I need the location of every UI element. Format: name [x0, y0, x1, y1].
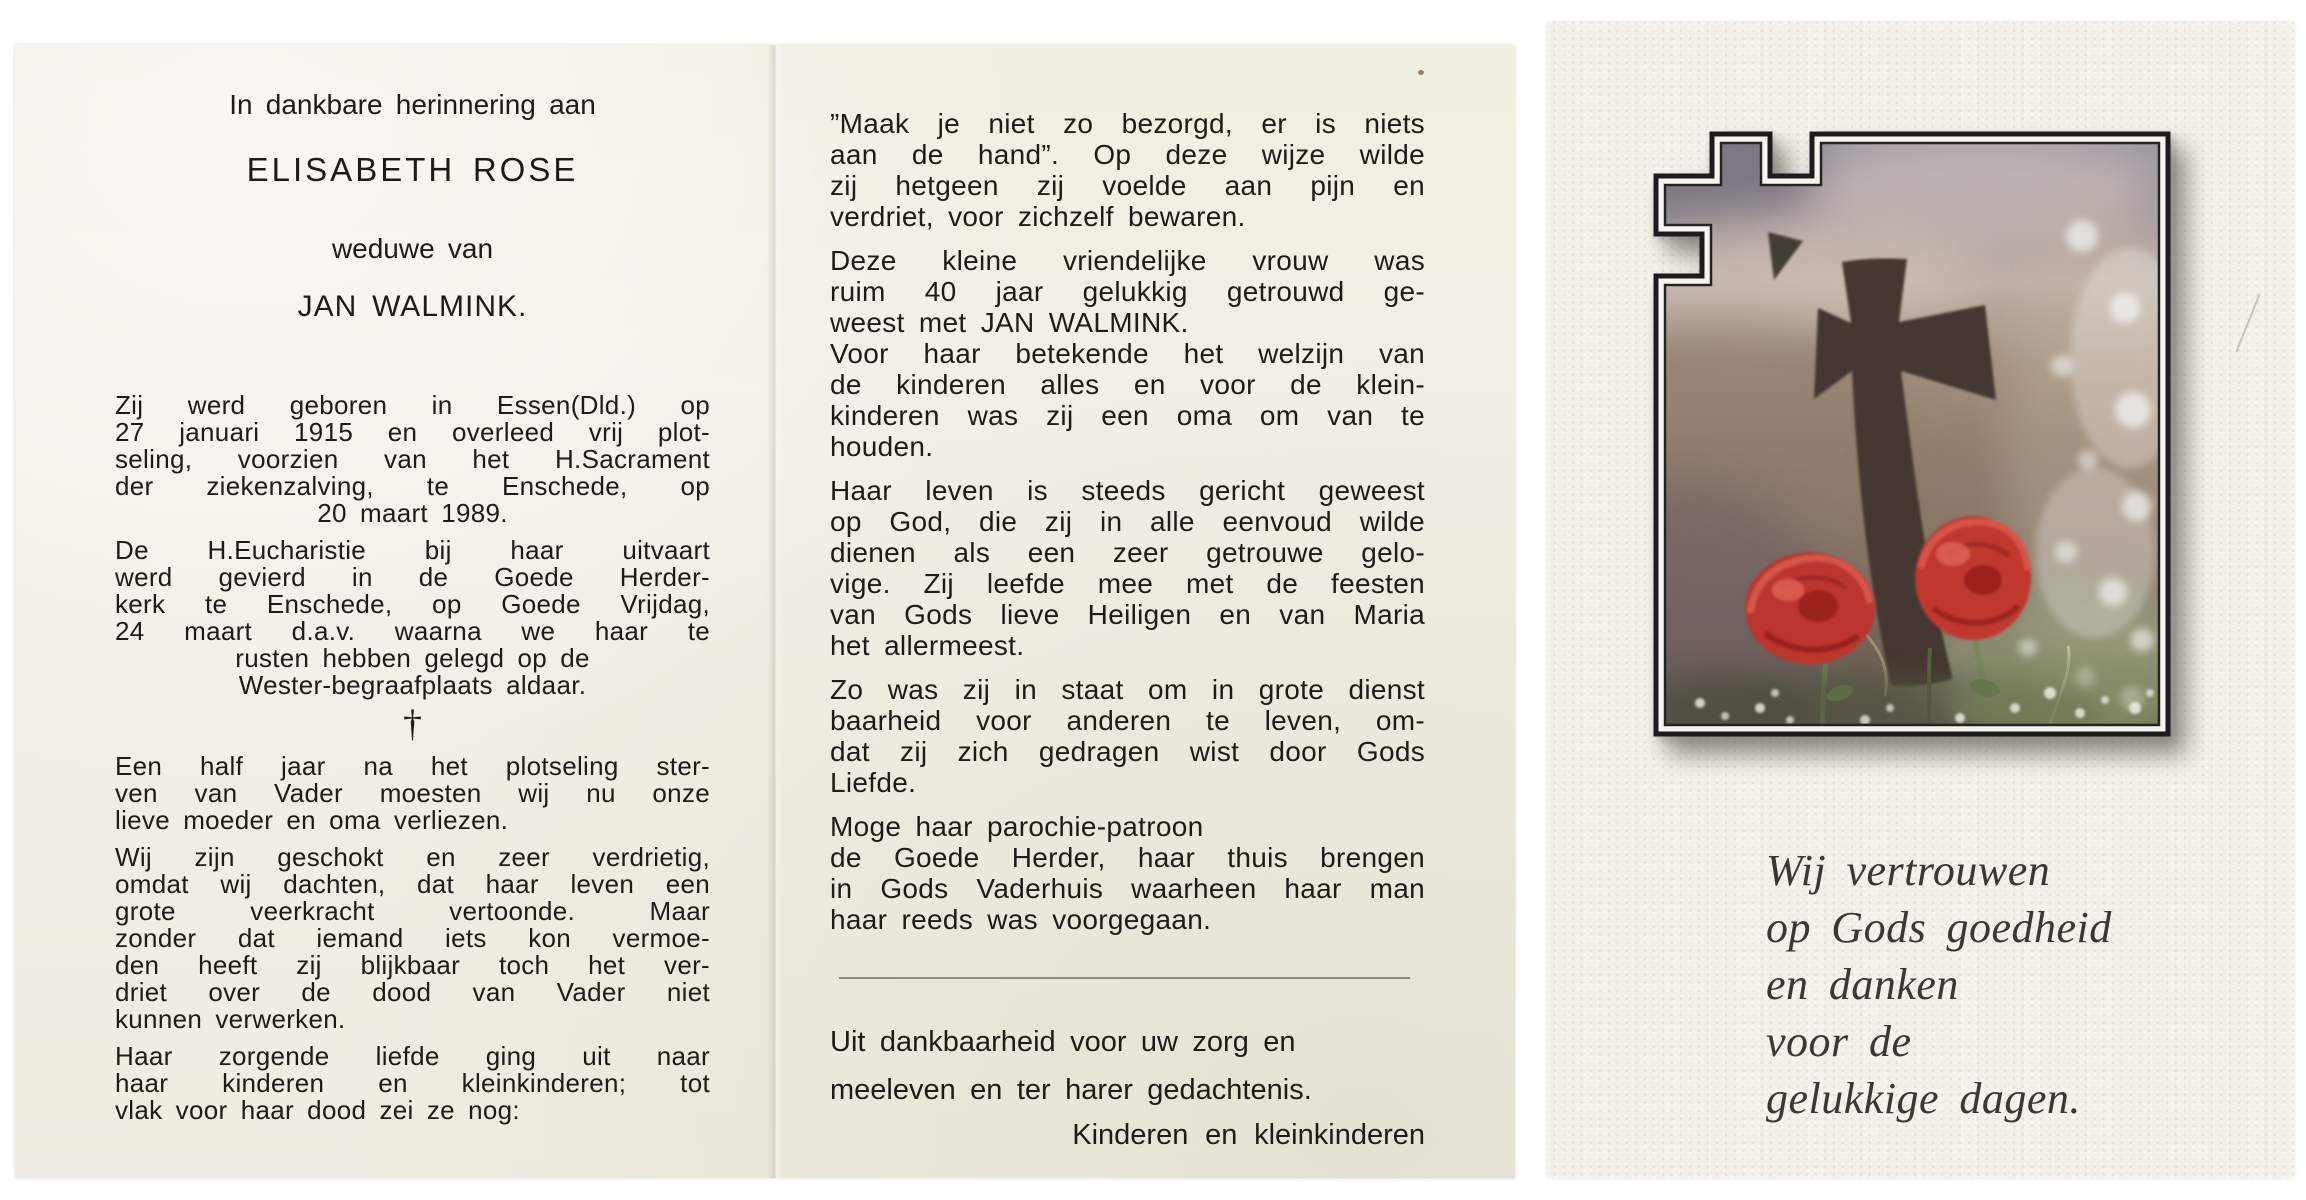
text-line: ruim 40 jaar gelukkig getrouwd ge-	[830, 276, 1425, 307]
rose-right	[1915, 516, 2031, 640]
paragraph	[115, 844, 710, 1033]
paragraph	[115, 537, 710, 699]
text-line: weest met JAN WALMINK.	[830, 307, 1189, 338]
text-line: grote veerkracht vertoonde. Maar	[115, 896, 710, 926]
text-line: Wij zijn geschokt en zeer verdrietig,	[115, 842, 710, 872]
acknowledgement-text	[830, 1018, 1425, 1114]
text-line: Moge haar parochie-patroon	[830, 811, 1204, 842]
signature-line: Kinderen en kleinkinderen	[1072, 1119, 1425, 1151]
dedication-line: In dankbare herinnering aan	[229, 89, 596, 120]
page1-memorial-text	[115, 753, 710, 1124]
text-line: werd gevierd in de Goede Herder-	[115, 562, 710, 592]
paragraph	[115, 1043, 710, 1124]
paragraph	[830, 674, 1425, 798]
text-line: Voor haar betekende het welzijn van	[830, 338, 1425, 369]
text-line: Wester-begraafplaats aldaar.	[238, 670, 587, 700]
text-line: baarheid voor anderen te leven, om-	[830, 705, 1425, 736]
paragraph	[115, 753, 710, 834]
cross-and-roses-photo	[1630, 108, 2230, 798]
memorial-card-front-cover	[1547, 22, 2294, 1178]
text-line: dienen als een zeer getrouwe gelo-	[830, 537, 1425, 568]
paragraph	[830, 811, 1425, 935]
paragraph	[115, 392, 710, 527]
text-line: ven van Vader moesten wij nu onze	[115, 778, 710, 808]
text-line: voor de	[1766, 1017, 1912, 1066]
text-line: Zij werd geboren in Essen(Dld.) op	[115, 390, 710, 420]
verse-text	[1766, 842, 2206, 1127]
text-line: dat zij zich gedragen wist door Gods	[830, 736, 1425, 767]
text-line: houden.	[830, 431, 934, 462]
text-line: 20 maart 1989.	[317, 498, 508, 528]
paragraph	[830, 245, 1425, 462]
text-line: haar reeds was voorgegaan.	[830, 904, 1212, 935]
text-line: op Gods goedheid	[1766, 903, 2112, 952]
card-fold-crease	[767, 45, 783, 1178]
relation-line: weduwe van	[331, 233, 494, 264]
photo-background	[1630, 108, 2205, 753]
deceased-name: ELISABETH ROSE	[246, 151, 579, 188]
text-line: en danken	[1766, 960, 1959, 1009]
text-line: 27 januari 1915 en overleed vrij plot-	[115, 417, 710, 447]
text-line: vlak voor haar dood zei ze nog:	[115, 1095, 520, 1125]
page1-biography-text	[115, 392, 710, 699]
text-line: rusten hebben gelegd op de	[235, 643, 590, 673]
text-line: lieve moeder en oma verliezen.	[115, 805, 509, 835]
text-line: ”Maak je niet zo bezorgd, er is niets	[830, 108, 1425, 139]
page2-text	[830, 108, 1425, 935]
text-line: kunnen verwerken.	[115, 1004, 346, 1034]
page1-header	[115, 88, 710, 326]
paper-scratch	[2235, 294, 2260, 352]
text-line: Liefde.	[830, 767, 917, 798]
text-line: Zo was zij in staat om in grote dienst	[830, 674, 1425, 705]
text-line: Haar zorgende liefde ging uit naar	[115, 1041, 710, 1071]
text-line: op God, die zij in alle eenvoud wilde	[830, 506, 1425, 537]
text-line: in Gods Vaderhuis waarheen haar man	[830, 873, 1425, 904]
text-line: haar kinderen en kleinkinderen; tot	[115, 1068, 710, 1098]
divider-rule	[839, 977, 1410, 979]
text-line: zonder dat iemand iets kon vermoe-	[115, 923, 710, 953]
text-line: gelukkige dagen.	[1766, 1074, 2081, 1123]
text-line: De H.Eucharistie bij haar uitvaart	[115, 535, 710, 565]
text-line: meeleven en ter harer gedachtenis.	[830, 1074, 1312, 1106]
paragraph	[830, 475, 1425, 661]
text-line: Deze kleine vriendelijke vrouw was	[830, 245, 1425, 276]
text-line: seling, voorzien van het H.Sacrament	[115, 444, 710, 474]
text-line: Wij vertrouwen	[1766, 846, 2051, 895]
memorial-card-inner-spread	[15, 45, 1515, 1178]
text-line: de kinderen alles en voor de klein-	[830, 369, 1425, 400]
text-line: vige. Zij leefde mee met de feesten	[830, 568, 1425, 599]
text-line: der ziekenzalving, te Enschede, op	[115, 471, 710, 501]
spouse-name: JAN WALMINK.	[297, 290, 528, 323]
text-line: kerk te Enschede, op Goede Vrijdag,	[115, 589, 710, 619]
text-line: verdriet, voor zichzelf bewaren.	[830, 201, 1246, 232]
rose-left	[1745, 552, 1875, 664]
text-line: 24 maart d.a.v. waarna we haar te	[115, 616, 710, 646]
text-line: zij hetgeen zij voelde aan pijn en	[830, 170, 1425, 201]
text-line: het allermeest.	[830, 630, 1025, 661]
cross-symbol: †	[403, 703, 422, 745]
text-line: omdat wij dachten, dat haar leven een	[115, 869, 710, 899]
text-line: aan de hand”. Op deze wijze wilde	[830, 139, 1425, 170]
text-line: kinderen was zij een oma om van te	[830, 400, 1425, 431]
text-line: Uit dankbaarheid voor uw zorg en	[830, 1026, 1296, 1058]
text-line: de Goede Herder, haar thuis brengen	[830, 842, 1425, 873]
text-line: driet over de dood van Vader niet	[115, 977, 710, 1007]
text-line: den heeft zij blijkbaar toch het ver-	[115, 950, 710, 980]
text-line: van Gods lieve Heiligen en van Maria	[830, 599, 1425, 630]
memorial-photo	[1630, 108, 2230, 798]
paper-speck	[1418, 70, 1424, 75]
text-line: Een half jaar na het plotseling ster-	[115, 751, 710, 781]
text-line: Haar leven is steeds gericht geweest	[830, 475, 1425, 506]
paragraph	[830, 108, 1425, 232]
